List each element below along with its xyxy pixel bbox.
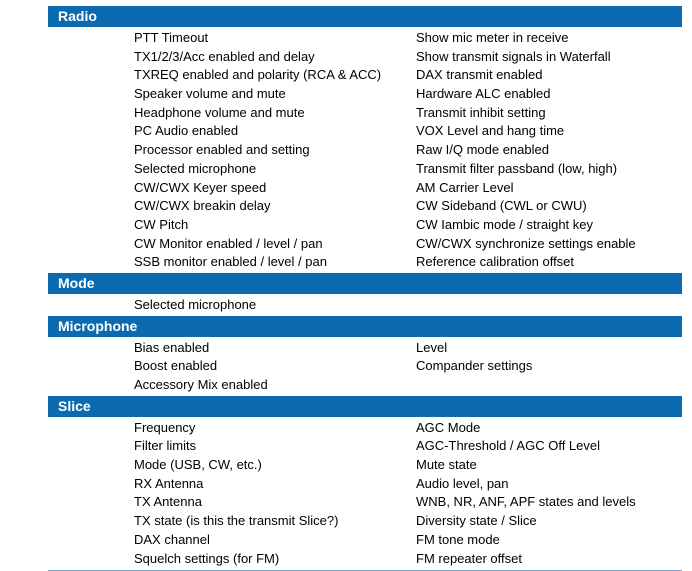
setting-label: PTT Timeout [134,30,209,45]
list-item [48,48,682,67]
setting-label: Transmit filter passband (low, high) [416,160,618,176]
setting-label: Boost enabled [134,358,218,374]
setting-label: Mute state [416,457,477,473]
setting-label: Speaker volume and mute [134,86,286,102]
list-item [48,122,682,141]
setting-label: Diversity state / Slice [416,513,537,529]
setting-label: Selected microphone [134,160,257,176]
setting-label: SSB monitor enabled / level / pan [134,254,327,270]
setting-label: Frequency [134,419,196,435]
list-item [48,531,682,550]
list-item [48,419,682,438]
setting-label: Headphone volume and mute [134,104,305,120]
setting-label: Show transmit signals in Waterfall [416,48,611,64]
setting-label: Reference calibration offset [416,254,575,270]
setting-label: Selected microphone [134,296,257,312]
section-rows [48,27,682,273]
section-header: Microphone [48,316,682,337]
setting-label: Level [416,339,448,355]
list-item [48,339,682,358]
setting-label: AGC-Threshold / AGC Off Level [416,438,600,454]
setting-label: Squelch settings (for FM) [134,550,280,566]
list-item [48,179,682,198]
list-item [48,296,682,315]
section-rows [48,417,682,570]
setting-label: TX Antenna [134,494,202,510]
section-header: Mode [48,273,682,294]
setting-label: RX Antenna [134,475,204,491]
section-mode [48,273,682,316]
settings-document [48,6,682,571]
setting-label: CW Pitch [134,216,189,232]
section-microphone [48,316,682,396]
setting-label: TXREQ enabled and polarity (RCA & ACC) [134,67,382,83]
setting-label: FM tone mode [416,531,500,547]
list-item [48,85,682,104]
section-header: Slice [48,396,682,417]
list-item [48,141,682,160]
list-item [48,104,682,123]
setting-label: Bias enabled [134,339,210,355]
list-item [48,475,682,494]
setting-label: TX1/2/3/Acc enabled and delay [134,48,315,64]
section-radio [48,6,682,273]
setting-label: Filter limits [134,438,197,454]
setting-label: CW Monitor enabled / level / pan [134,235,323,251]
setting-label: VOX Level and hang time [416,123,565,139]
setting-label: Show mic meter in receive [416,30,569,45]
list-item [48,550,682,569]
list-item [48,197,682,216]
section-header: Radio [48,6,682,27]
setting-label: TX state (is this the transmit Slice?) [134,513,339,529]
section-rows [48,294,682,316]
list-item [48,235,682,254]
list-item [48,29,682,48]
list-item [48,160,682,179]
setting-label: DAX channel [134,531,210,547]
setting-label: Compander settings [416,358,533,374]
list-item [48,216,682,235]
list-item [48,376,682,395]
setting-label: Raw I/Q mode enabled [416,142,549,158]
list-item [48,253,682,272]
setting-label: CW/CWX Keyer speed [134,179,267,195]
setting-label: Accessory Mix enabled [134,377,268,392]
setting-label: Transmit inhibit setting [416,104,546,120]
setting-label: AGC Mode [416,419,481,435]
setting-label: AM Carrier Level [416,179,514,195]
section-slice [48,396,682,571]
setting-label: CW/CWX synchronize settings enable [416,235,636,251]
list-item [48,357,682,376]
setting-label: FM repeater offset [416,550,522,566]
list-item [48,512,682,531]
setting-label: PC Audio enabled [134,123,239,139]
setting-label: DAX transmit enabled [416,67,543,83]
setting-label: CW Sideband (CWL or CWU) [416,198,587,214]
list-item [48,456,682,475]
setting-label: WNB, NR, ANF, APF states and levels [416,494,636,510]
setting-label: Mode (USB, CW, etc.) [134,457,262,473]
list-item [48,493,682,512]
setting-label: Hardware ALC enabled [416,86,551,102]
list-item [48,66,682,85]
list-item [48,437,682,456]
section-rows [48,337,682,396]
setting-label: Audio level, pan [416,475,509,491]
setting-label: Processor enabled and setting [134,142,310,158]
setting-label: CW/CWX breakin delay [134,198,271,214]
setting-label: CW Iambic mode / straight key [416,216,593,232]
